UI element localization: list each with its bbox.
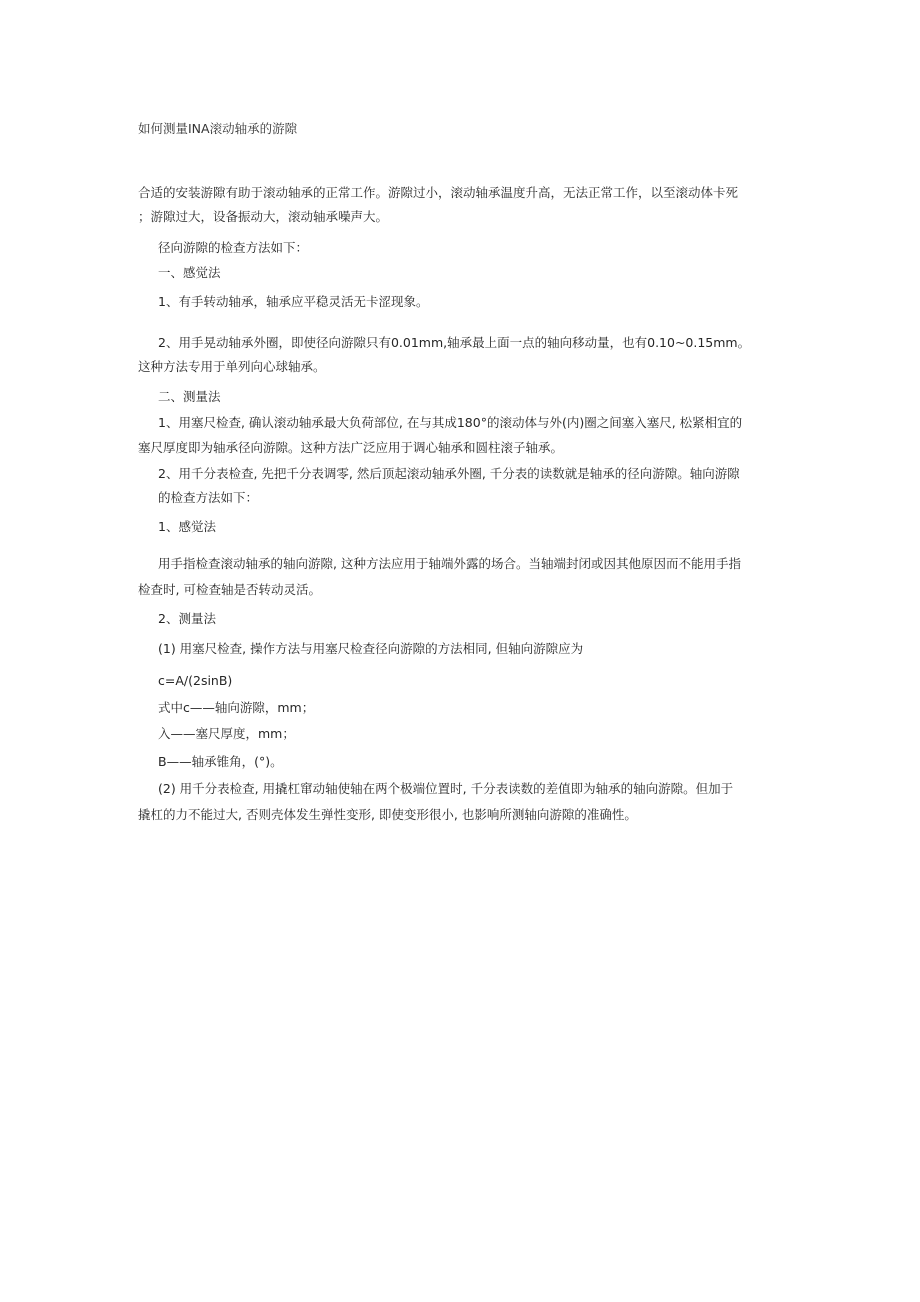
paragraph-line: ；游隙过大，设备振动大，滚动轴承噪声大。 — [138, 209, 389, 224]
paragraph-line: (2) 用千分表检查, 用撬杠窜动轴使轴在两个极端位置时, 千分表读数的差值即为轴承的轴向游隙。但加于 — [158, 781, 734, 796]
paragraph-line: 2、用手晃动轴承外圈，即使径向游隙只有0.01mm,轴承最上面一点的轴向移动量，也有0.10~0.15mm。 — [158, 335, 751, 350]
paragraph-line: 1、用塞尺检查, 确认滚动轴承最大负荷部位, 在与其成180°的滚动体与外(内)圈之间塞入塞尺, 松紧相宜的 — [158, 415, 743, 430]
paragraph-line: 合适的安装游隙有助于滚动轴承的正常工作。游隙过小，滚动轴承温度升高，无法正常工作，以至滚动体卡死 — [138, 185, 739, 200]
section-heading: 1、感觉法 — [158, 519, 216, 534]
paragraph-line: 的检查方法如下： — [158, 490, 259, 505]
formula: c=A/(2sinB) — [158, 673, 233, 688]
paragraph-line: 2、用千分表检查, 先把千分表调零, 然后顶起滚动轴承外圈, 千分表的读数就是轴承的径向游隙。轴向游隙 — [158, 466, 740, 481]
paragraph-line: 用手指检查滚动轴承的轴向游隙, 这种方法应用于轴端外露的场合。当轴端封闭或因其他原因而不能用手指 — [158, 556, 741, 571]
paragraph-line: 撬杠的力不能过大, 否则壳体发生弹性变形, 即使变形很小, 也影响所测轴向游隙的准确性。 — [138, 807, 637, 822]
document-title: 如何测量INA滚动轴承的游隙 — [138, 121, 298, 136]
paragraph-line: 入——塞尺厚度，mm； — [158, 726, 295, 741]
section-heading: 2、测量法 — [158, 611, 216, 626]
paragraph-line: 径向游隙的检查方法如下： — [158, 240, 309, 255]
section-heading: 二、测量法 — [158, 389, 221, 404]
section-heading: 一、感觉法 — [158, 265, 221, 280]
paragraph-line: 检查时, 可检查轴是否转动灵活。 — [138, 582, 321, 597]
paragraph-line: (1) 用塞尺检查, 操作方法与用塞尺检查径向游隙的方法相同, 但轴向游隙应为 — [158, 641, 584, 656]
paragraph-line: 式中c——轴向游隙，mm； — [158, 700, 315, 715]
paragraph-line: B——轴承锥角，(°)。 — [158, 754, 283, 769]
paragraph-line: 塞尺厚度即为轴承径向游隙。这种方法广泛应用于调心轴承和圆柱滚子轴承。 — [138, 440, 564, 455]
paragraph-line: 1、有手转动轴承，轴承应平稳灵活无卡涩现象。 — [158, 294, 429, 309]
paragraph-line: 这种方法专用于单列向心球轴承。 — [138, 359, 326, 374]
